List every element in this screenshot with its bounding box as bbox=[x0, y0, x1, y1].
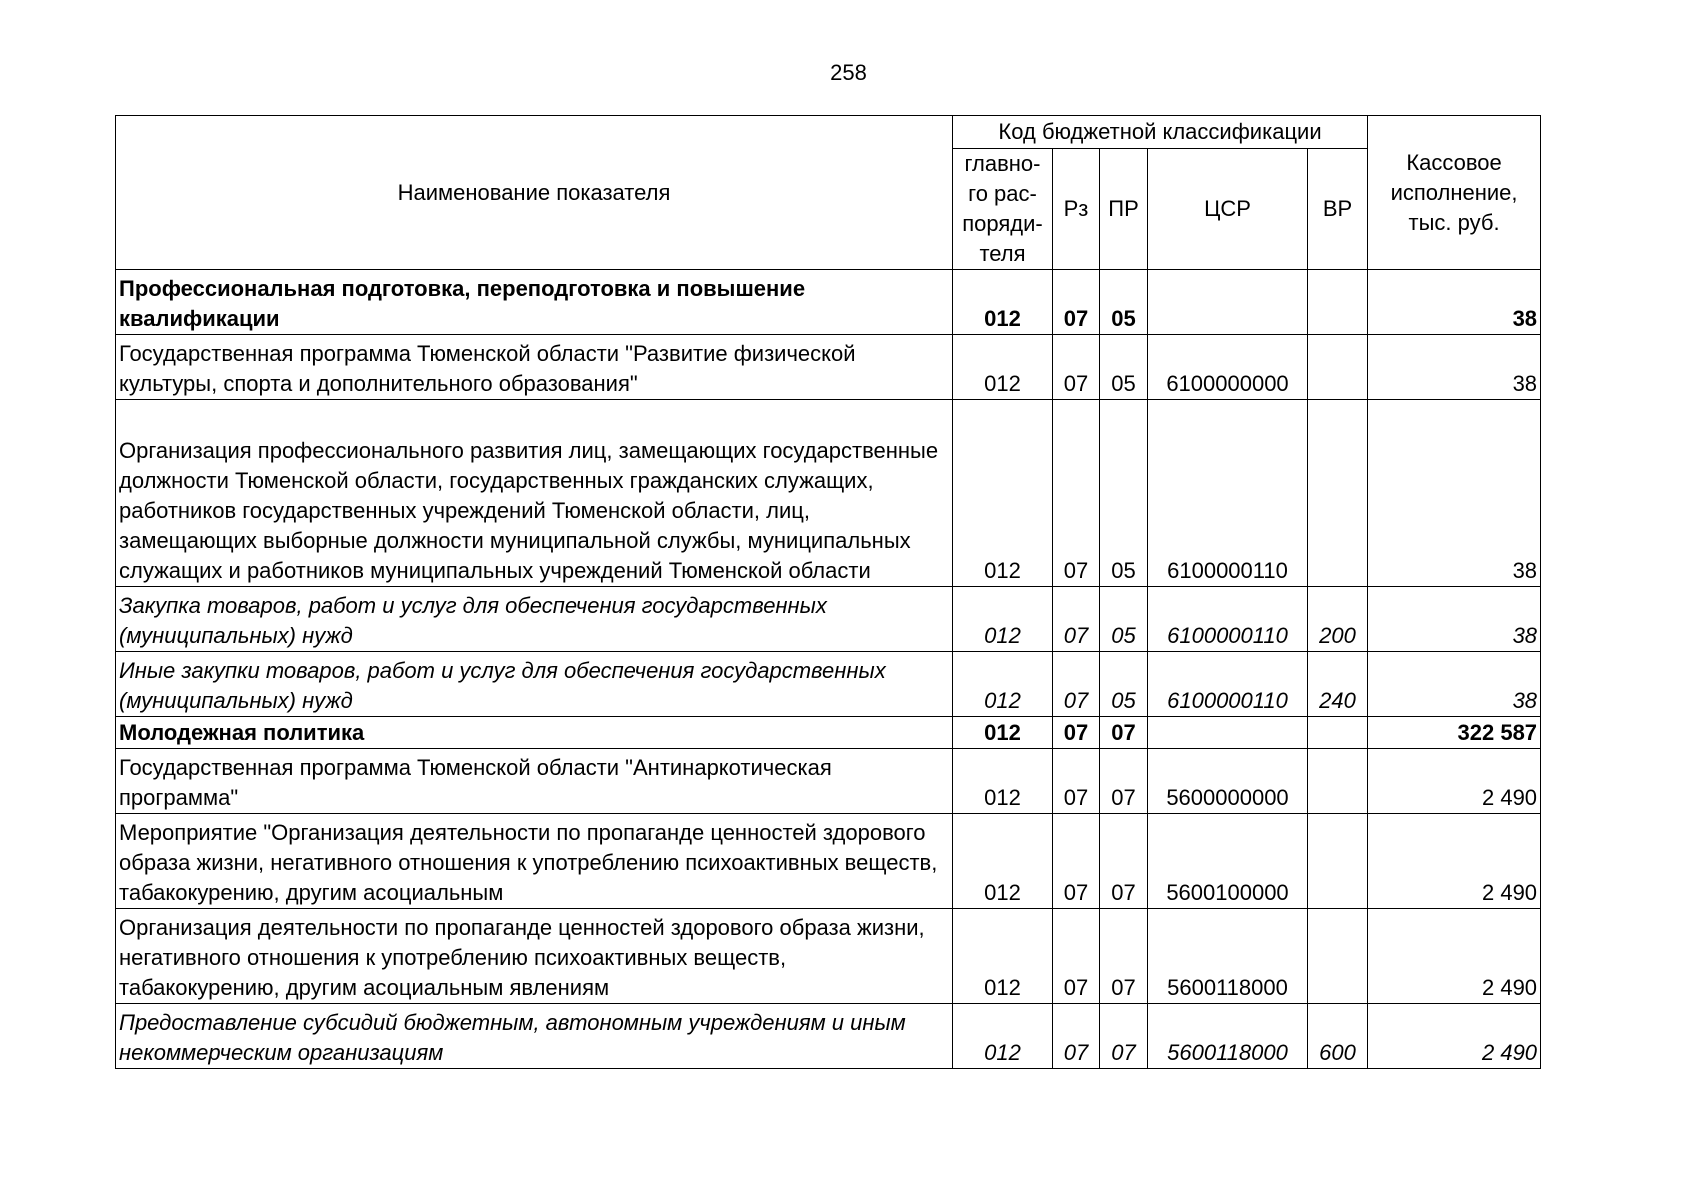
row-main-manager: 012 bbox=[953, 587, 1053, 652]
row-amount: 2 490 bbox=[1368, 909, 1541, 1004]
header-pr: ПР bbox=[1100, 149, 1148, 270]
row-vr: 240 bbox=[1308, 652, 1368, 717]
row-pr: 05 bbox=[1100, 335, 1148, 400]
row-amount: 2 490 bbox=[1368, 749, 1541, 814]
row-name: Государственная программа Тюменской области "Антинаркотическая программа" bbox=[116, 749, 953, 814]
row-amount: 38 bbox=[1368, 652, 1541, 717]
table-row bbox=[116, 335, 1541, 400]
row-name: Закупка товаров, работ и услуг для обеспечения государственных (муниципальных) нужд bbox=[116, 587, 953, 652]
row-name: Молодежная политика bbox=[116, 717, 953, 749]
header-main-manager: главно- го рас- поряди- теля bbox=[953, 149, 1053, 270]
row-rz: 07 bbox=[1053, 909, 1100, 1004]
row-name: Профессиональная подготовка, переподготовка и повышение квалификации bbox=[116, 270, 953, 335]
row-rz: 07 bbox=[1053, 717, 1100, 749]
row-pr: 07 bbox=[1100, 909, 1148, 1004]
header-classification-group: Код бюджетной классификации bbox=[953, 116, 1368, 149]
row-vr: 200 bbox=[1308, 587, 1368, 652]
row-name: Государственная программа Тюменской области "Развитие физической культуры, спорта и дополнительного образования" bbox=[116, 335, 953, 400]
table-row bbox=[116, 587, 1541, 652]
row-rz: 07 bbox=[1053, 587, 1100, 652]
row-main-manager: 012 bbox=[953, 652, 1053, 717]
table-row bbox=[116, 749, 1541, 814]
table-row bbox=[116, 400, 1541, 587]
row-vr bbox=[1308, 335, 1368, 400]
row-name: Организация деятельности по пропаганде ценностей здорового образа жизни, негативного отношения к употреблению психоактивных веществ, табакокурению, другим асоциальным явлениям bbox=[116, 909, 953, 1004]
row-pr: 07 bbox=[1100, 814, 1148, 909]
row-csr: 6100000000 bbox=[1148, 335, 1308, 400]
header-name-column: Наименование показателя bbox=[116, 116, 953, 270]
row-main-manager: 012 bbox=[953, 1004, 1053, 1069]
row-csr: 5600118000 bbox=[1148, 909, 1308, 1004]
row-amount: 2 490 bbox=[1368, 1004, 1541, 1069]
row-main-manager: 012 bbox=[953, 335, 1053, 400]
row-rz: 07 bbox=[1053, 270, 1100, 335]
row-csr bbox=[1148, 270, 1308, 335]
header-csr: ЦСР bbox=[1148, 149, 1308, 270]
row-csr: 5600000000 bbox=[1148, 749, 1308, 814]
table-row bbox=[116, 1004, 1541, 1069]
row-pr: 05 bbox=[1100, 270, 1148, 335]
row-main-manager: 012 bbox=[953, 909, 1053, 1004]
row-csr: 6100000110 bbox=[1148, 400, 1308, 587]
row-csr: 6100000110 bbox=[1148, 652, 1308, 717]
row-main-manager: 012 bbox=[953, 270, 1053, 335]
row-rz: 07 bbox=[1053, 749, 1100, 814]
row-main-manager: 012 bbox=[953, 717, 1053, 749]
row-name: Мероприятие "Организация деятельности по пропаганде ценностей здорового образа жизни, негативного отношения к употреблению психоактивных веществ, табакокурению, другим асоциальным bbox=[116, 814, 953, 909]
header-rz: Рз bbox=[1053, 149, 1100, 270]
table-row bbox=[116, 909, 1541, 1004]
row-rz: 07 bbox=[1053, 1004, 1100, 1069]
header-cash-execution: Кассовое исполнение, тыс. руб. bbox=[1368, 116, 1541, 270]
table-row bbox=[116, 652, 1541, 717]
row-vr: 600 bbox=[1308, 1004, 1368, 1069]
row-rz: 07 bbox=[1053, 814, 1100, 909]
row-pr: 07 bbox=[1100, 717, 1148, 749]
row-name: Иные закупки товаров, работ и услуг для обеспечения государственных (муниципальных) нужд bbox=[116, 652, 953, 717]
row-amount: 322 587 bbox=[1368, 717, 1541, 749]
row-amount: 2 490 bbox=[1368, 814, 1541, 909]
row-amount: 38 bbox=[1368, 400, 1541, 587]
row-vr bbox=[1308, 400, 1368, 587]
budget-table bbox=[115, 115, 1541, 1069]
row-main-manager: 012 bbox=[953, 400, 1053, 587]
row-main-manager: 012 bbox=[953, 749, 1053, 814]
row-csr: 6100000110 bbox=[1148, 587, 1308, 652]
row-vr bbox=[1308, 909, 1368, 1004]
row-pr: 05 bbox=[1100, 400, 1148, 587]
table-row bbox=[116, 814, 1541, 909]
page-number: 258 bbox=[830, 60, 867, 85]
row-pr: 07 bbox=[1100, 1004, 1148, 1069]
row-amount: 38 bbox=[1368, 335, 1541, 400]
table-row bbox=[116, 270, 1541, 335]
row-rz: 07 bbox=[1053, 335, 1100, 400]
row-pr: 05 bbox=[1100, 652, 1148, 717]
row-vr bbox=[1308, 717, 1368, 749]
row-name: Предоставление субсидий бюджетным, автономным учреждениям и иным некоммерческим организациям bbox=[116, 1004, 953, 1069]
row-name: Организация профессионального развития лиц, замещающих государственные должности Тюменской области, государственных гражданских служащих, работников государственных учреждений Тюменской области, лиц, замещающих выборные должности муниципальной службы, муниципальных служащих и работников муниципальных учреждений Тюменской области bbox=[116, 400, 953, 587]
row-pr: 07 bbox=[1100, 749, 1148, 814]
row-amount: 38 bbox=[1368, 587, 1541, 652]
row-rz: 07 bbox=[1053, 652, 1100, 717]
row-csr: 5600118000 bbox=[1148, 1004, 1308, 1069]
header-vr: ВР bbox=[1308, 149, 1368, 270]
row-vr bbox=[1308, 749, 1368, 814]
row-rz: 07 bbox=[1053, 400, 1100, 587]
row-vr bbox=[1308, 814, 1368, 909]
row-vr bbox=[1308, 270, 1368, 335]
row-csr bbox=[1148, 717, 1308, 749]
row-csr: 5600100000 bbox=[1148, 814, 1308, 909]
row-main-manager: 012 bbox=[953, 814, 1053, 909]
row-pr: 05 bbox=[1100, 587, 1148, 652]
row-amount: 38 bbox=[1368, 270, 1541, 335]
table-row bbox=[116, 717, 1541, 749]
